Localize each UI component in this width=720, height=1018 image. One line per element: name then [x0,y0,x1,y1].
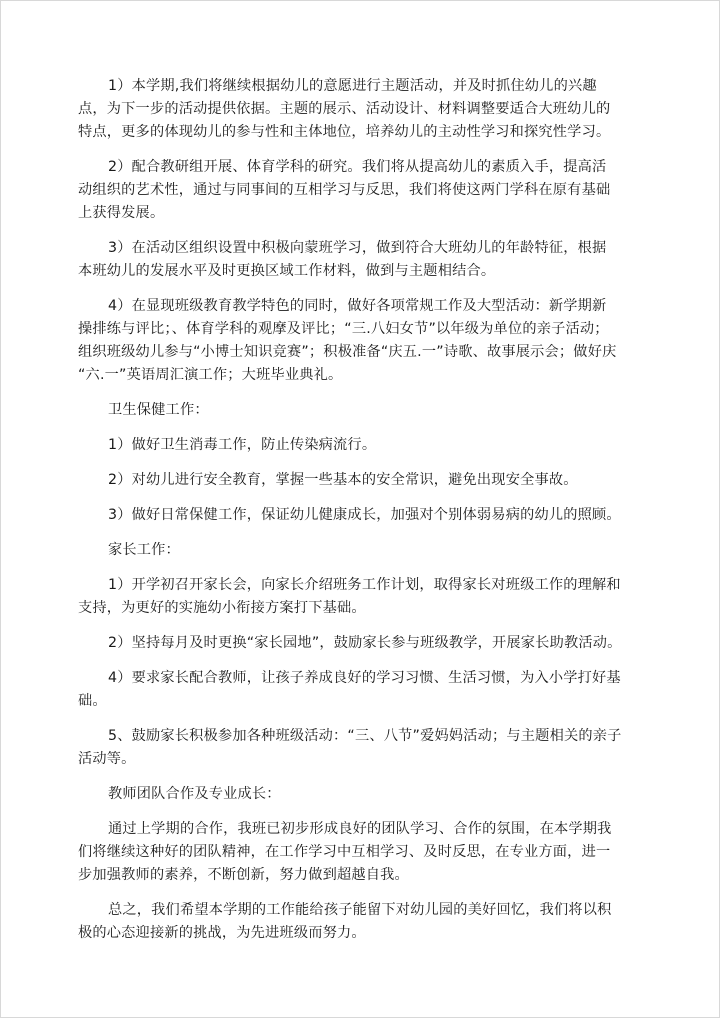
list-item-health-2: 2）对幼儿进行安全教育，掌握一些基本的安全常识，避免出现安全事故。 [108,472,578,488]
section-heading-health: 卫生保健工作： [108,402,209,418]
text-line: 总之，我们希望本学期的工作能给孩子能留下对幼儿园的美好回忆，我们将以积 [108,902,612,918]
text-line: 活动等。 [78,751,136,767]
text-line: 5、鼓励家长积极参加各种班级活动：“三、八节”爱妈妈活动；与主题相关的亲子 [108,728,622,744]
section-heading-teachers: 教师团队合作及专业成长： [108,786,281,802]
list-item-parents-1 [78,574,668,620]
text-line: 础。 [78,693,107,709]
section-heading-parents: 家长工作： [108,542,180,558]
text-line: “六.一”英语周汇演工作；大班毕业典礼。 [78,367,343,383]
text-line: 4）要求家长配合教师，让孩子养成良好的学习习惯、生活习惯，为入小学打好基 [108,670,621,686]
text-line: 组织班级幼儿参与“小博士知识竞赛”；积极准备“庆五.一”诗歌、故事展示会；做好庆 [78,344,617,360]
paragraph-research [78,156,668,225]
text-line: 4）在显现班级教育教学特色的同时，做好各项常规工作及大型活动：新学期新 [108,298,607,314]
paragraph-teamwork [78,818,668,887]
list-item-parents-5 [78,725,668,771]
text-line: 特点，更多的体现幼儿的参与性和主体地位，培养幼儿的主动性学习和探究性学习。 [78,124,611,140]
document-body [78,75,668,957]
list-item-health-1: 1）做好卫生消毒工作，防止传染病流行。 [108,437,377,453]
text-line: 2）配合教研组开展、体育学科的研究。我们将从提高幼儿的素质入手，提高活 [108,159,607,175]
text-line: 本班幼儿的发展水平及时更换区域工作材料，做到与主题相结合。 [78,263,496,279]
text-line: 极的心态迎接新的挑战，为先进班级而努力。 [78,925,366,941]
text-line: 支持，为更好的实施幼小衔接方案打下基础。 [78,600,366,616]
text-line: 步加强教师的素养，不断创新，努力做到超越自我。 [78,867,409,883]
list-item-health-3: 3）做好日常保健工作，保证幼儿健康成长，加强对个别体弱易病的幼儿的照顾。 [108,507,621,523]
text-line: 上获得发展。 [78,205,165,221]
text-line: 通过上学期的合作，我班已初步形成良好的团队学习、合作的氛围，在本学期我 [108,821,612,837]
list-item-parents-2: 2）坚持每月及时更换“家长园地”，鼓励家长参与班级教学，开展家长助教活动。 [108,635,622,651]
text-line: 3）在活动区组织设置中积极向蒙班学习，做到符合大班幼儿的年龄特征，根据 [108,240,607,256]
list-item-parents-4 [78,667,668,713]
text-line: 们将继续这种好的团队精神，在工作学习中互相学习、及时反思，在专业方面，进一 [78,844,611,860]
text-line: 点，为下一步的活动提供依据。主题的展示、活动设计、材料调整要适合大班幼儿的 [78,101,611,117]
paragraph-conclusion [78,899,668,945]
text-line: 1）本学期,我们将继续根据幼儿的意愿进行主题活动，并及时抓住幼儿的兴趣 [108,78,597,94]
text-line: 1）开学初召开家长会，向家长介绍班务工作计划，取得家长对班级工作的理解和 [108,577,621,593]
text-line: 操排练与评比；、体育学科的观摩及评比；“三.八妇女节”以年级为单位的亲子活动； [78,321,609,337]
paragraph-theme-activities [78,75,668,144]
paragraph-routine-work [78,295,668,387]
paragraph-activity-area [78,237,668,283]
text-line: 动组织的艺术性，通过与同事间的互相学习与反思，我们将使这两门学科在原有基础 [78,182,611,198]
